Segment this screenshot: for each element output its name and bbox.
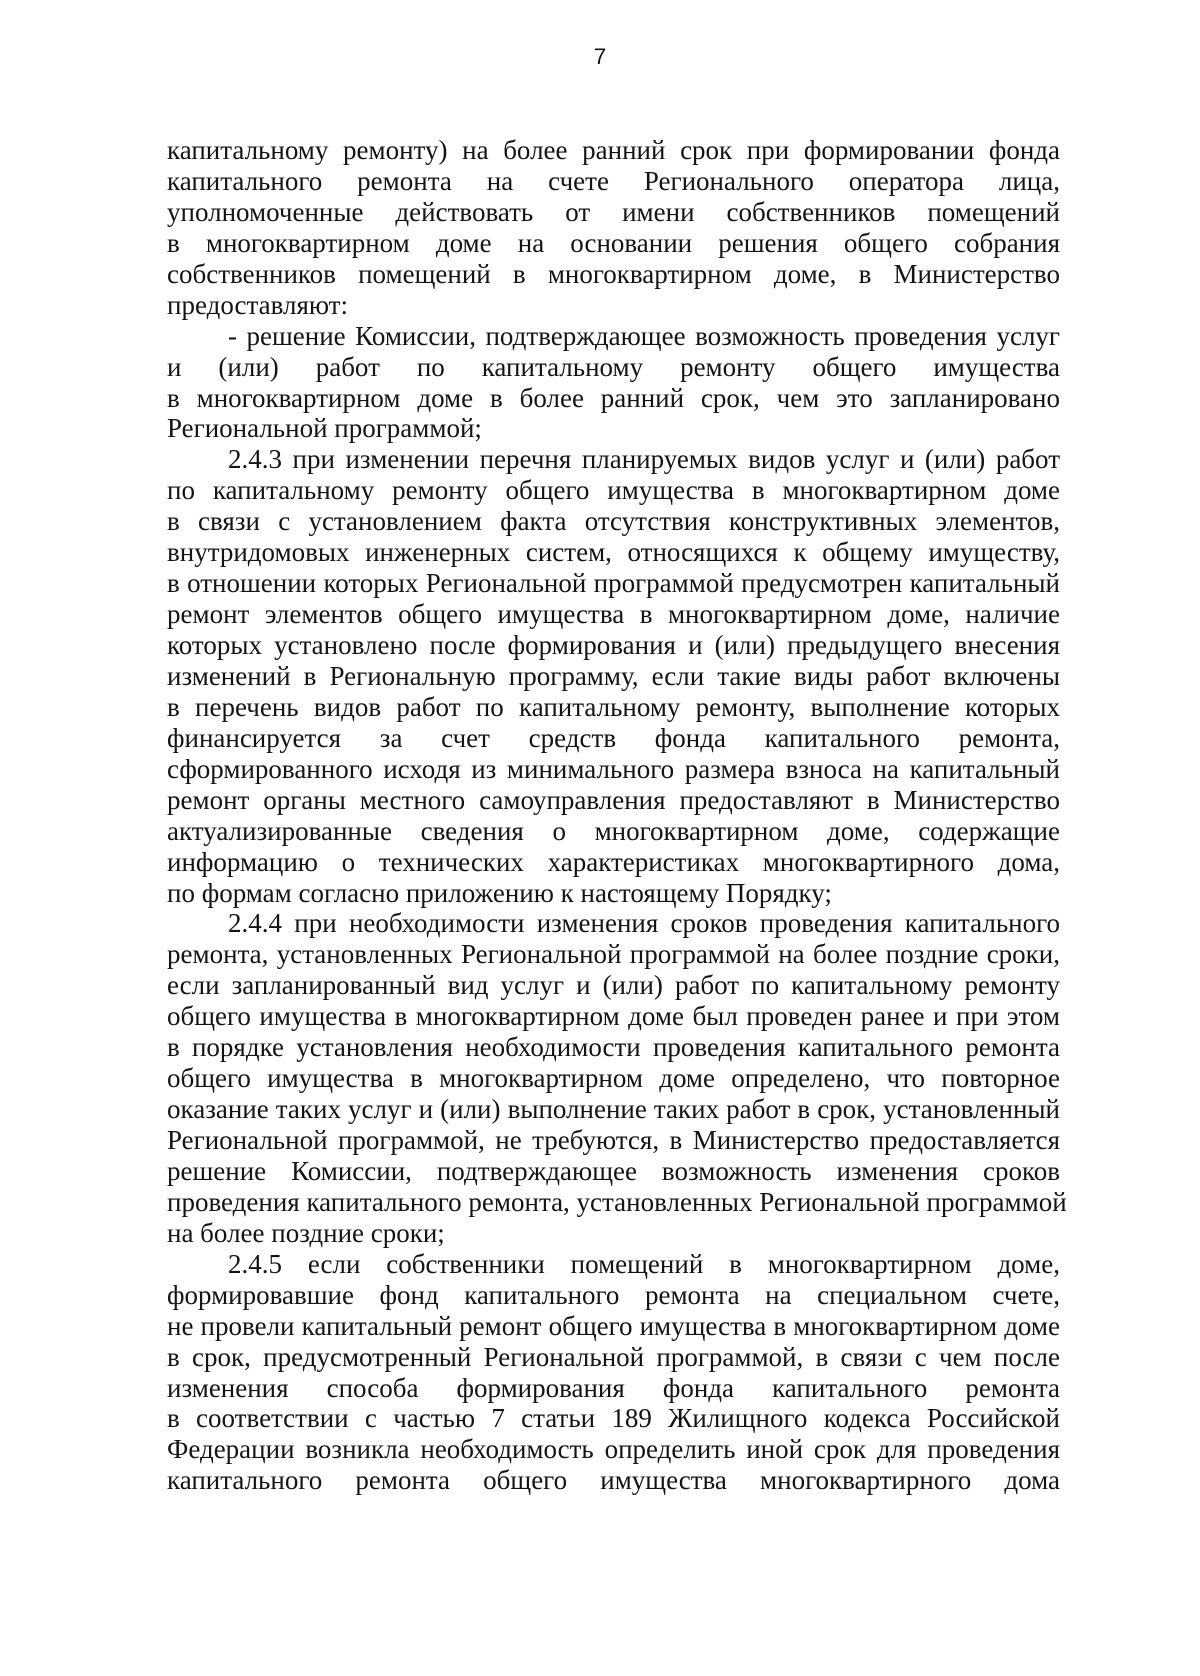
text-line: по капитальному ремонту общего имущества в многоквартирном доме: [167, 475, 1060, 506]
text-line: в соответствии с частью 7 статьи 189 Жилищного кодекса Российской: [167, 1403, 1060, 1434]
text-line: информацию о технических характеристиках многоквартирного дома,: [167, 846, 1060, 877]
text-line: формировавшие фонд капитального ремонта на специальном счете,: [167, 1279, 1060, 1310]
text-line: собственников помещений в многоквартирном доме, в Министерство: [167, 258, 1060, 289]
text-line: и (или) работ по капитальному ремонту общего имущества: [167, 351, 1060, 382]
text-line: ремонт элементов общего имущества в многоквартирном доме, наличие: [167, 599, 1060, 630]
text-line: на более поздние сроки;: [167, 1217, 445, 1248]
document-body: [167, 135, 1067, 1496]
text-line: изменений в Региональную программу, если такие виды работ включены: [167, 660, 1060, 691]
text-line: не провели капитальный ремонт общего имущества в многоквартирном доме: [167, 1310, 1060, 1341]
text-line: изменения способа формирования фонда капитального ремонта: [167, 1372, 1060, 1403]
text-line: общего имущества в многоквартирном доме определено, что повторное: [167, 1063, 1060, 1094]
text-line: капитального ремонта общего имущества многоквартирного дома: [167, 1465, 1060, 1496]
text-line: уполномоченные действовать от имени собственников помещений: [167, 196, 1060, 227]
text-line: ремонт органы местного самоуправления предоставляют в Министерство: [167, 784, 1060, 815]
text-line: Федерации возникла необходимость определить иной срок для проведения: [167, 1434, 1060, 1465]
text-line: проведения капитального ремонта, установленных Региональной программой: [167, 1186, 1067, 1217]
text-line: по формам согласно приложению к настоящему Порядку;: [167, 877, 832, 908]
paragraph-first-line: 2.4.5 если собственники помещений в многоквартирном доме,: [228, 1248, 1060, 1279]
text-line: если запланированный вид услуг и (или) работ по капитальному ремонту: [167, 970, 1060, 1001]
text-line: оказание таких услуг и (или) выполнение таких работ в срок, установленный: [167, 1094, 1060, 1125]
paragraph-first-line: 2.4.4 при необходимости изменения сроков проведения капитального: [228, 908, 1060, 939]
text-line: сформированного исходя из минимального размера взноса на капитальный: [167, 753, 1060, 784]
paragraph-first-line: - решение Комиссии, подтверждающее возможность проведения услуг: [228, 320, 1060, 351]
paragraph-first-line: 2.4.3 при изменении перечня планируемых видов услуг и (или) работ: [228, 444, 1060, 475]
text-line: которых установлено после формирования и (или) предыдущего внесения: [167, 630, 1060, 660]
text-line: капитального ремонта на счете Регионального оператора лица,: [167, 165, 1060, 196]
text-line: в перечень видов работ по капитальному ремонту, выполнение которых: [167, 691, 1060, 722]
text-line: в отношении которых Региональной программой предусмотрен капитальный: [167, 568, 1060, 599]
text-line: решение Комиссии, подтверждающее возможность изменения сроков: [167, 1155, 1060, 1186]
text-line: предоставляют:: [167, 289, 348, 320]
text-line: Региональной программой;: [167, 413, 482, 444]
text-line: в срок, предусмотренный Региональной программой, в связи с чем после: [167, 1341, 1060, 1372]
text-line: Региональной программой, не требуются, в Министерство предоставляется: [167, 1125, 1060, 1155]
text-line: финансируется за счет средств фонда капитального ремонта,: [167, 722, 1060, 753]
text-line: в многоквартирном доме в более ранний срок, чем это запланировано: [167, 382, 1060, 413]
text-line: капитальному ремонту) на более ранний срок при формировании фонда: [167, 135, 1060, 165]
text-line: внутридомовых инженерных систем, относящихся к общему имуществу,: [167, 537, 1060, 568]
text-line: в связи с установлением факта отсутствия конструктивных элементов,: [167, 506, 1060, 537]
text-line: в порядке установления необходимости проведения капитального ремонта: [167, 1032, 1060, 1063]
text-line: ремонта, установленных Региональной программой на более поздние сроки,: [167, 939, 1060, 970]
text-line: в многоквартирном доме на основании решения общего собрания: [167, 227, 1060, 258]
page-number: 7: [593, 44, 607, 69]
text-line: актуализированные сведения о многоквартирном доме, содержащие: [167, 815, 1060, 846]
text-line: общего имущества в многоквартирном доме был проведен ранее и при этом: [167, 1001, 1060, 1032]
